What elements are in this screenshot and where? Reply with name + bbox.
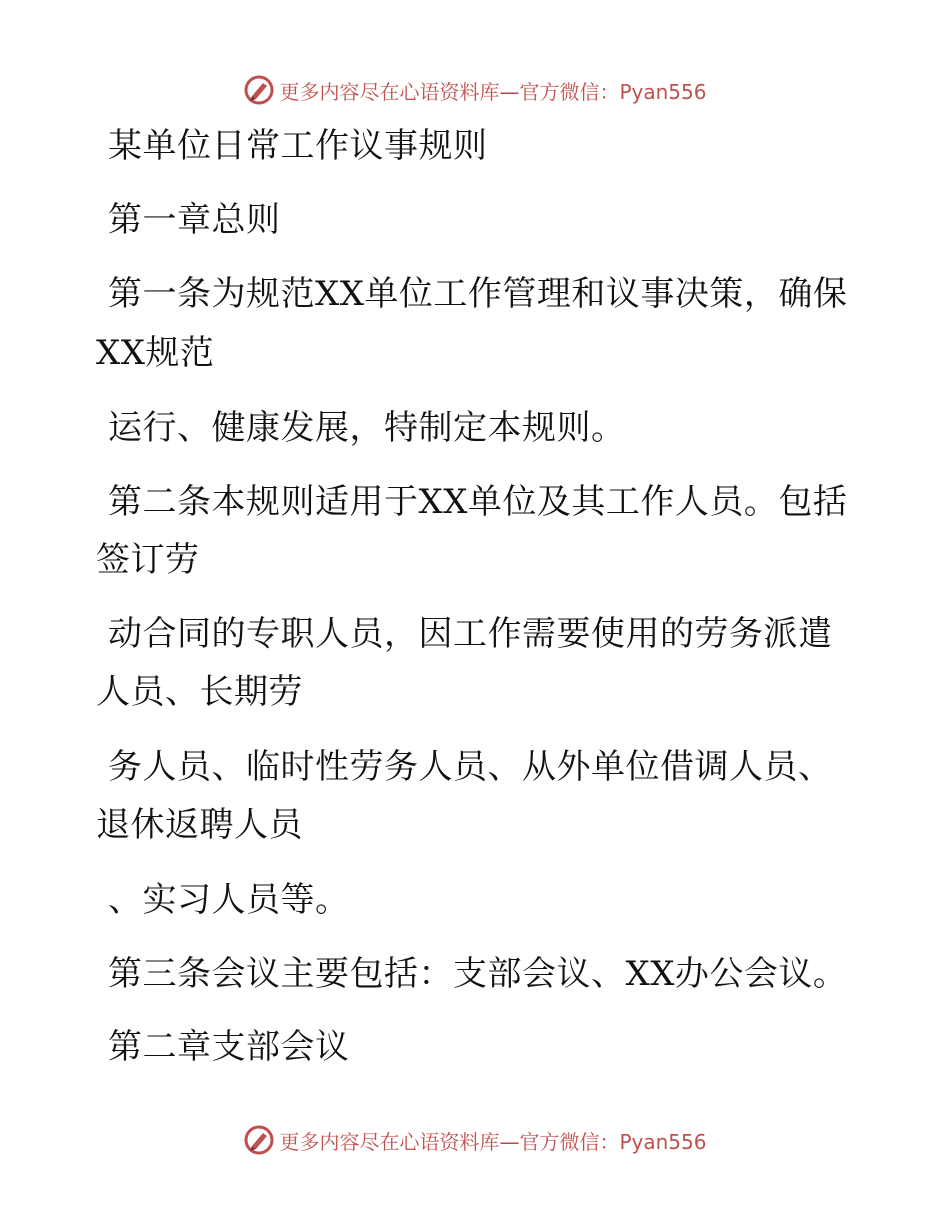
pen-logo-icon bbox=[243, 1124, 275, 1156]
chapter-heading: 第二章支部会议 bbox=[108, 1027, 350, 1067]
paragraph-line: 务人员、临时性劳务人员、从外单位借调人员、 bbox=[108, 747, 833, 787]
chapter-heading: 第一章总则 bbox=[108, 200, 281, 240]
paragraph-line: 第三条会议主要包括：支部会议、XX办公会议。 bbox=[108, 954, 848, 994]
banner-text: 更多内容尽在心语资料库—官方微信：Pyan556 bbox=[279, 1129, 707, 1154]
paragraph-line: 第一条为规范XX单位工作管理和议事决策，确保 bbox=[108, 274, 848, 314]
paragraph-line: 退休返聘人员 bbox=[96, 805, 303, 845]
paragraph-line: 第二条本规则适用于XX单位及其工作人员。包括 bbox=[108, 482, 848, 522]
document-title: 某单位日常工作议事规则 bbox=[108, 126, 488, 166]
header-banner bbox=[0, 70, 950, 110]
paragraph-line: 人员、长期劳 bbox=[96, 672, 303, 712]
paragraph-line: 运行、健康发展，特制定本规则。 bbox=[108, 408, 626, 448]
footer-banner bbox=[0, 1120, 950, 1160]
paragraph-line: XX规范 bbox=[96, 333, 215, 373]
paragraph-line: 签订劳 bbox=[96, 540, 200, 580]
banner-text: 更多内容尽在心语资料库—官方微信：Pyan556 bbox=[279, 79, 707, 104]
paragraph-line: 、实习人员等。 bbox=[108, 880, 350, 920]
paragraph-line: 动合同的专职人员，因工作需要使用的劳务派遣 bbox=[108, 614, 833, 654]
pen-logo-icon bbox=[243, 74, 275, 106]
